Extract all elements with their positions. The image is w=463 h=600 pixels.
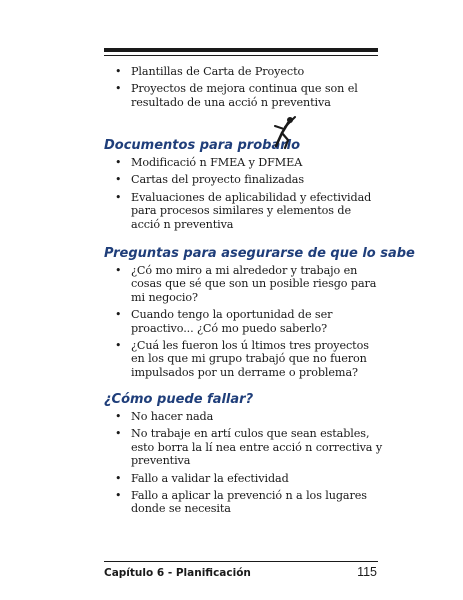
section-heading-questions: Preguntas para asegurarse de que lo sabe: [104, 246, 415, 261]
bullet-icon: •: [115, 339, 122, 353]
bullet-icon: •: [115, 308, 122, 322]
bullet-icon: •: [115, 264, 122, 277]
bullet-icon: •: [115, 410, 122, 423]
list-item: • Plantillas de Carta de Proyecto: [115, 65, 305, 78]
list-item: • No hacer nada: [115, 410, 214, 423]
documents-list: [113, 156, 383, 235]
list-item: • No trabaje en artí culos que sean estables, esto borra la lí nea entre acció n correctiva y preventiva: [115, 427, 383, 468]
list-item: • Cartas del proyecto finalizadas: [115, 173, 304, 187]
list-item: • ¿Có mo miro a mi alrededor y trabajo en cosas que sé que son un posible riesgo para mi negocio?: [115, 264, 377, 304]
list-item: • Proyectos de mejora continua que son el resultado de una acció n preventiva: [115, 82, 358, 109]
failure-list: [113, 410, 383, 520]
top-rule-thin: [104, 55, 378, 56]
questions-list: [113, 264, 383, 383]
page-number: 115: [357, 565, 377, 579]
bullet-icon: •: [115, 427, 122, 441]
bullet-icon: •: [115, 156, 122, 169]
section-heading-failure: ¿Cómo puede fallar?: [104, 392, 254, 407]
bullet-icon: •: [115, 190, 122, 204]
intro-list: [113, 65, 383, 113]
bullet-icon: •: [115, 65, 122, 78]
bullet-icon: •: [115, 489, 122, 503]
footer-rule: [104, 561, 378, 562]
list-item: • Cuando tengo la oportunidad de ser proactivo... ¿Có mo puedo saberlo?: [115, 308, 333, 335]
list-item: • ¿Cuá les fueron los ú ltimos tres proyectos en los que mi grupo trabajó que no fueron impulsados por un derrame o problema?: [115, 339, 369, 379]
top-rule-thick: [104, 48, 378, 52]
list-item: • Evaluaciones de aplicabilidad y efectividad para procesos similares y elementos de acció n preventiva: [115, 190, 372, 231]
list-item: • Modificació n FMEA y DFMEA: [115, 156, 303, 169]
section-heading-documents: Documentos para probarlo: [104, 138, 301, 153]
leaping-figure-icon: [268, 115, 298, 151]
bullet-icon: •: [115, 471, 122, 485]
bullet-icon: •: [115, 82, 122, 96]
list-item: • Fallo a validar la efectividad: [115, 471, 289, 485]
list-item: • Fallo a aplicar la prevenció n a los lugares donde se necesita: [115, 489, 367, 516]
footer-chapter-title: Capítulo 6 - Planificación: [104, 567, 251, 579]
bullet-icon: •: [115, 173, 122, 187]
